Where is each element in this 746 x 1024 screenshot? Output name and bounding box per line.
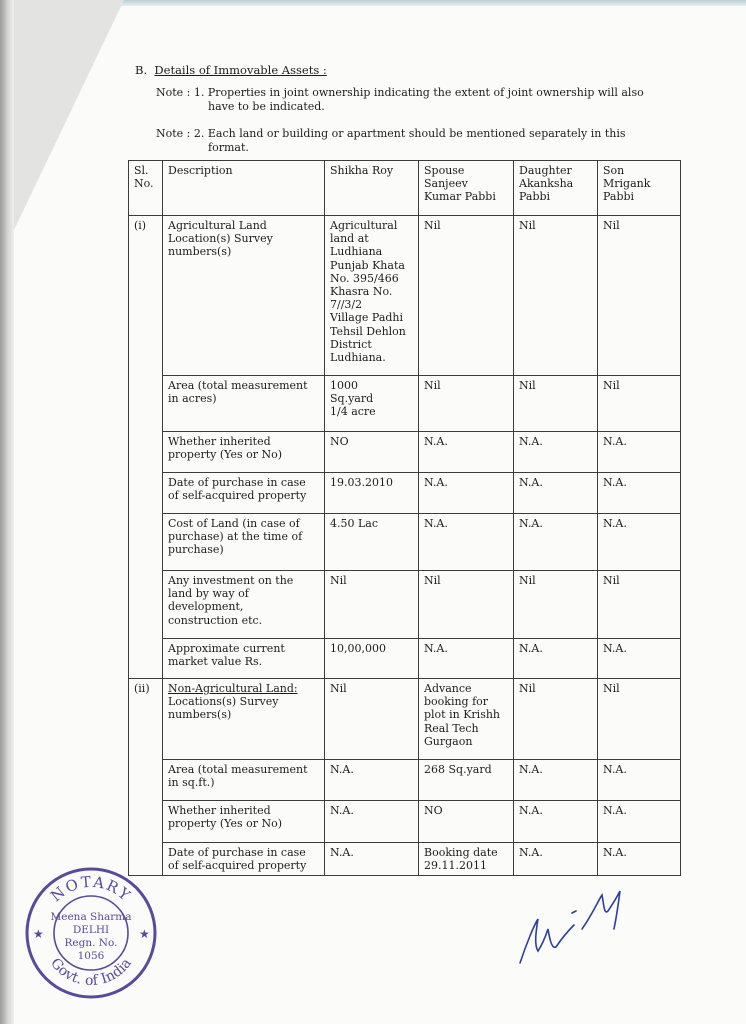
cell-sl-no xyxy=(129,801,163,843)
description-line: of self-acquired property xyxy=(168,489,307,503)
cell-daughter xyxy=(514,216,598,376)
stamp-city: DELHI xyxy=(72,924,110,936)
cell-son xyxy=(598,801,681,843)
cell-spouse xyxy=(419,432,514,473)
table-row xyxy=(129,679,681,760)
cell-daughter xyxy=(514,571,598,639)
table-header-row xyxy=(129,161,681,216)
header-son: Son Mrigank Pabbi xyxy=(598,161,681,216)
cell-shikha-roy xyxy=(325,514,419,571)
cell-spouse xyxy=(419,639,514,679)
spouse-line: Nil xyxy=(424,574,441,587)
shikha-roy-line: District xyxy=(330,337,372,351)
son-line: N.A. xyxy=(603,517,627,530)
spouse-line: N.A. xyxy=(424,476,448,489)
stamp-name: Meena Sharma xyxy=(50,911,132,923)
cell-daughter xyxy=(514,473,598,514)
cell-description xyxy=(163,760,325,801)
cell-daughter xyxy=(514,679,598,760)
shikha-roy-line: Punjab Khata xyxy=(330,258,405,272)
description-line: of self-acquired property xyxy=(168,859,307,873)
cell-description xyxy=(163,571,325,639)
son-line: Nil xyxy=(603,219,620,232)
daughter-line: N.A. xyxy=(519,804,543,817)
shikha-roy-line: N.A. xyxy=(330,763,354,776)
cell-daughter xyxy=(514,843,598,876)
daughter-line: N.A. xyxy=(519,763,543,776)
son-line: N.A. xyxy=(603,476,627,489)
shikha-roy-line: 10,00,000 xyxy=(330,642,386,655)
cell-description xyxy=(163,801,325,843)
cell-description xyxy=(163,679,325,760)
notary-stamp xyxy=(23,865,159,1001)
table-row xyxy=(129,473,681,514)
table-row xyxy=(129,376,681,432)
spouse-line: plot in Krishh xyxy=(424,708,501,722)
shikha-roy-line: Agricultural xyxy=(330,219,398,232)
shikha-roy-line: Sq.yard xyxy=(330,392,374,406)
note-2-line-1: Note : 2. Each land or building or apartment should be mentioned separately in this xyxy=(156,127,626,140)
cell-spouse xyxy=(419,760,514,801)
stamp-star-left-icon: ★ xyxy=(33,927,44,941)
cell-daughter xyxy=(514,639,598,679)
description-line: Cost of Land (in case of xyxy=(168,517,300,530)
description-line: Whether inherited xyxy=(168,804,271,817)
cell-description xyxy=(163,639,325,679)
spouse-line: booking for xyxy=(424,695,489,709)
description-line: property (Yes or No) xyxy=(168,817,283,831)
description-line: land by way of xyxy=(168,587,249,601)
cell-shikha-roy xyxy=(325,432,419,473)
daughter-line: Nil xyxy=(519,379,536,392)
table-row xyxy=(129,639,681,679)
shikha-roy-line: Ludhiana. xyxy=(330,351,386,365)
cell-sl-no: (ii) xyxy=(129,679,163,760)
son-line: N.A. xyxy=(603,846,627,859)
cell-daughter xyxy=(514,514,598,571)
table-row xyxy=(129,571,681,639)
son-line: N.A. xyxy=(603,804,627,817)
description-line: numbers(s) xyxy=(168,708,232,722)
header-spouse: Spouse Sanjeev Kumar Pabbi xyxy=(419,161,514,216)
table-row xyxy=(129,760,681,801)
note-2 xyxy=(156,127,656,154)
daughter-line: N.A. xyxy=(519,517,543,530)
cell-daughter xyxy=(514,801,598,843)
header-shikha-roy: Shikha Roy xyxy=(325,161,419,216)
spouse-line: Nil xyxy=(424,219,441,232)
cell-shikha-roy xyxy=(325,473,419,514)
cell-spouse xyxy=(419,843,514,876)
shikha-roy-line: Village Padhi xyxy=(330,311,404,325)
shikha-roy-line: Khasra No. xyxy=(330,285,393,299)
spouse-line: N.A. xyxy=(424,642,448,655)
cell-shikha-roy xyxy=(325,801,419,843)
note-2-line-2: format. xyxy=(208,140,249,154)
cell-spouse xyxy=(419,376,514,432)
son-line: N.A. xyxy=(603,763,627,776)
shikha-roy-line: 4.50 Lac xyxy=(330,517,379,530)
description-line: Whether inherited xyxy=(168,435,271,448)
cell-sl-no xyxy=(129,376,163,432)
spouse-line: Nil xyxy=(424,379,441,392)
table-body xyxy=(129,216,681,876)
description-line: Approximate current xyxy=(168,642,285,655)
cell-son xyxy=(598,473,681,514)
cell-shikha-roy xyxy=(325,843,419,876)
table-row xyxy=(129,432,681,473)
cell-son xyxy=(598,432,681,473)
table-row xyxy=(129,801,681,843)
cell-son xyxy=(598,514,681,571)
cell-description xyxy=(163,473,325,514)
description-line: Area (total measurement xyxy=(168,379,308,392)
cell-shikha-roy xyxy=(325,679,419,760)
cell-spouse xyxy=(419,216,514,376)
stamp-number: 1056 xyxy=(77,950,105,962)
description-line: numbers(s) xyxy=(168,245,232,259)
shikha-roy-line: N.A. xyxy=(330,804,354,817)
shikha-roy-line: Nil xyxy=(330,682,347,695)
cell-description xyxy=(163,843,325,876)
spouse-line: 268 Sq.yard xyxy=(424,763,492,776)
spouse-line: Gurgaon xyxy=(424,734,473,748)
son-line: Nil xyxy=(603,682,620,695)
cell-son xyxy=(598,760,681,801)
cell-description xyxy=(163,432,325,473)
cell-daughter xyxy=(514,432,598,473)
daughter-line: N.A. xyxy=(519,642,543,655)
cell-spouse xyxy=(419,514,514,571)
header-sl-no: Sl. No. xyxy=(129,161,163,216)
cell-description xyxy=(163,514,325,571)
spouse-line: Booking date xyxy=(424,846,498,859)
description-line: market value Rs. xyxy=(168,655,263,669)
cell-spouse xyxy=(419,473,514,514)
cell-shikha-roy xyxy=(325,571,419,639)
description-line: purchase) at the time of xyxy=(168,530,303,544)
stamp-regn: Regn. No. xyxy=(64,937,118,949)
description-line: purchase) xyxy=(168,543,224,557)
spouse-line: Advance xyxy=(424,682,472,695)
cell-son xyxy=(598,376,681,432)
table-row xyxy=(129,843,681,876)
shikha-roy-line: 1/4 acre xyxy=(330,405,376,419)
cell-son xyxy=(598,679,681,760)
section-letter: B. xyxy=(135,63,148,77)
cell-son xyxy=(598,571,681,639)
shikha-roy-line: Ludhiana xyxy=(330,245,383,259)
cell-daughter xyxy=(514,376,598,432)
cell-spouse xyxy=(419,801,514,843)
shikha-roy-line: Nil xyxy=(330,574,347,587)
table-row xyxy=(129,216,681,376)
immovable-assets-table xyxy=(128,160,681,876)
cell-sl-no xyxy=(129,760,163,801)
spouse-line: N.A. xyxy=(424,517,448,530)
daughter-line: N.A. xyxy=(519,476,543,489)
daughter-line: Nil xyxy=(519,219,536,232)
stamp-top-text: NOTARY xyxy=(47,872,136,906)
description-line: development, xyxy=(168,600,244,614)
shikha-roy-line: Tehsil Dehlon xyxy=(330,324,406,338)
note-1 xyxy=(156,86,656,113)
son-line: Nil xyxy=(603,574,620,587)
cell-sl-no xyxy=(129,473,163,514)
shikha-roy-line: No. 395/466 xyxy=(330,271,399,285)
note-1-line-2: have to be indicated. xyxy=(208,99,325,113)
description-line: Location(s) Survey xyxy=(168,232,273,246)
daughter-line: N.A. xyxy=(519,435,543,448)
cell-shikha-roy xyxy=(325,639,419,679)
stamp-star-right-icon: ★ xyxy=(139,927,150,941)
description-line: Any investment on the xyxy=(168,574,294,587)
spouse-line: Real Tech xyxy=(424,721,479,735)
handwritten-signature xyxy=(512,885,632,970)
daughter-line: Nil xyxy=(519,682,536,695)
cell-son xyxy=(598,843,681,876)
cell-sl-no xyxy=(129,639,163,679)
shikha-roy-line: 7//3/2 xyxy=(330,298,363,312)
description-line: Date of purchase in case xyxy=(168,846,306,859)
shikha-roy-line: 19.03.2010 xyxy=(330,476,393,489)
shikha-roy-line: NO xyxy=(330,435,349,448)
description-line: in acres) xyxy=(168,392,217,406)
table-row xyxy=(129,514,681,571)
spouse-line: N.A. xyxy=(424,435,448,448)
shikha-roy-line: N.A. xyxy=(330,846,354,859)
cell-shikha-roy xyxy=(325,216,419,376)
cell-sl-no: (i) xyxy=(129,216,163,376)
cell-spouse xyxy=(419,571,514,639)
description-line: Locations(s) Survey xyxy=(168,695,279,709)
daughter-line: N.A. xyxy=(519,846,543,859)
daughter-line: Nil xyxy=(519,574,536,587)
cell-shikha-roy xyxy=(325,760,419,801)
description-line: in sq.ft.) xyxy=(168,776,215,790)
son-line: Nil xyxy=(603,379,620,392)
spouse-line: NO xyxy=(424,804,443,817)
cell-description xyxy=(163,216,325,376)
header-description: Description xyxy=(163,161,325,216)
note-1-line-1: Note : 1. Properties in joint ownership indicating the extent of joint ownership will also xyxy=(156,86,644,99)
son-line: N.A. xyxy=(603,642,627,655)
description-line: Agricultural Land xyxy=(168,219,267,232)
cell-daughter xyxy=(514,760,598,801)
son-line: N.A. xyxy=(603,435,627,448)
cell-son xyxy=(598,216,681,376)
cell-sl-no xyxy=(129,571,163,639)
description-line: property (Yes or No) xyxy=(168,448,283,462)
description-line: Date of purchase in case xyxy=(168,476,306,489)
cell-description xyxy=(163,376,325,432)
shikha-roy-line: land at xyxy=(330,232,369,246)
description-line: construction etc. xyxy=(168,613,263,627)
desc-underlined: Non-Agricultural Land: xyxy=(168,682,298,695)
section-heading xyxy=(135,63,327,77)
cell-shikha-roy xyxy=(325,376,419,432)
stamp-bottom-text: Govt. of India xyxy=(47,955,135,990)
cell-son xyxy=(598,639,681,679)
header-daughter: Daughter Akanksha Pabbi xyxy=(514,161,598,216)
spouse-line: 29.11.2011 xyxy=(424,859,487,873)
cell-sl-no xyxy=(129,432,163,473)
cell-sl-no xyxy=(129,514,163,571)
description-line: Area (total measurement xyxy=(168,763,308,776)
section-title: Details of Immovable Assets : xyxy=(154,63,327,77)
shikha-roy-line: 1000 xyxy=(330,379,358,392)
cell-spouse xyxy=(419,679,514,760)
